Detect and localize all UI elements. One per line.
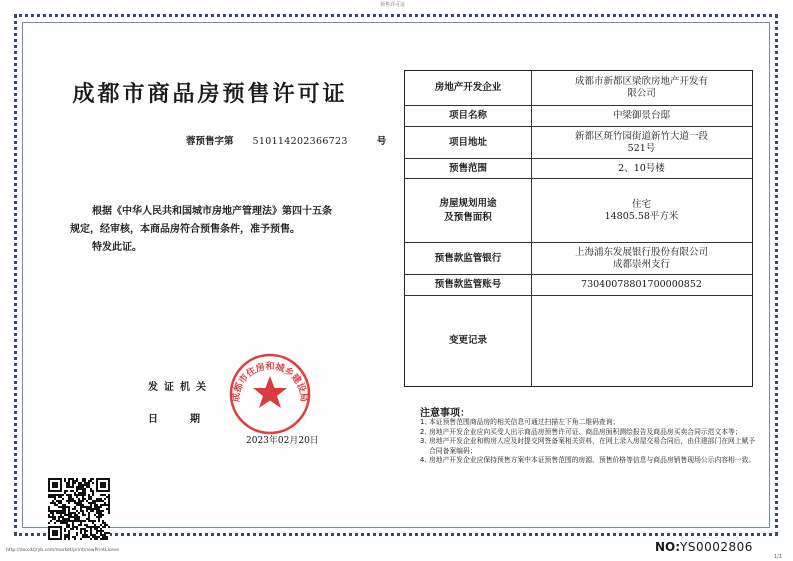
row-label: 房屋规划用途 及预售面积 [405,179,532,242]
row-value-line: 新都区斑竹园街道新竹大道一段 [574,130,708,142]
certificate-title: 成都市商品房预售许可证 [72,82,348,107]
row-value [531,71,752,105]
date-label-right: 期 [190,414,200,425]
row-value [531,127,752,158]
row-label: 变更记录 [405,296,532,386]
row-value-line: 521号 [627,142,656,154]
row-value-line: 上海浦东发展银行股份有限公司 [574,246,708,258]
row-label: 预售款监管账号 [405,275,532,295]
table-row [405,179,752,243]
table-row [405,127,752,159]
row-value [531,106,752,126]
notes-list [420,418,760,466]
footer-page-number: 1/1 [774,554,783,560]
note-text: 房地产开发企业和购房人应及时提交网签备案相关资料，在网上录入房屋交易合同后，由住建部门在网上赋予合同备案编码； [429,437,756,455]
note-item: 4、 房地产开发企业应保持预售方案中本证预售范围的房源、预售价格等信息与商品房销售现场公示内容相一致。 [420,456,756,465]
paragraph-line-3: 特发此证。 [92,242,142,253]
notes-title: 注意事项： [420,408,470,419]
presale-number-line [186,133,386,147]
row-value-line: 限公司 [627,88,656,99]
info-table [404,70,753,387]
table-row [405,71,752,106]
row-label: 房地产开发企业 [405,71,532,105]
table-row [405,243,752,275]
table-row [405,159,752,179]
date-label-left: 日 [148,414,158,425]
note-text: 房地产开发企业应向买受人出示商品房预售许可证、商品房面积测绘报告及商品房买卖合同示范文本等； [429,427,742,436]
presale-label: 蓉预售字第 [186,136,234,147]
row-value [531,179,752,242]
issuer-label: 发证机关 [148,382,212,393]
serial-value: YS0002806 [680,540,753,554]
date-label [148,410,200,425]
presale-suffix: 号 [376,136,387,147]
row-value-line: 成都崇州支行 [612,258,670,270]
row-value-line: 73040078801700000852 [581,279,702,290]
row-label: 预售范围 [405,159,532,178]
row-value [531,243,752,274]
serial-label: NO: [655,540,681,554]
row-value-line: 14805.58平方米 [604,210,679,222]
presale-number: 510114202366723 [252,136,348,147]
paragraph-line-2: 规定，经审核，本商品房符合预售条件，准予预售。 [70,224,300,235]
seal-text: 成都市住房和城乡建设局 [230,361,310,403]
issue-date: 2023年02月20日 [246,436,319,446]
table-row [405,106,752,127]
certificate-paragraph [70,203,390,257]
note-text: 本证预售范围商品房的相关信息可通过扫描左下角二维码查询； [429,418,620,426]
official-seal [228,352,312,436]
row-value-line: 中梁御景台邸 [612,110,670,121]
print-header [0,0,793,10]
table-row [405,296,752,386]
row-label: 项目名称 [405,106,532,126]
seal-star-icon [253,376,287,408]
row-value-line: 2、10号楼 [618,162,665,174]
print-header-title: 预售许可证 [380,2,406,8]
footer-url: http://zw.cdzjryb.com/market/print/newPrintLicese [6,548,120,553]
note-text: 房地产开发企业应保持预售方案中本证预售范围的房源、预售价格等信息与商品房销售现场公示内容相一致。 [429,456,756,465]
row-value [531,275,752,295]
serial-number [655,540,753,554]
qr-code-icon [48,478,110,540]
row-label: 项目地址 [405,127,532,158]
row-value [531,159,752,178]
row-label: 预售款监管银行 [405,243,532,274]
paragraph-line-1: 根据《中华人民共和国城市房地产管理法》第四十五条 [92,206,332,217]
note-item: 1、 本证预售范围商品房的相关信息可通过扫描左下角二维码查询； [420,418,620,426]
note-item: 2、 房地产开发企业应向买受人出示商品房预售许可证、商品房面积测绘报告及商品房买卖合同示范文本等； [420,427,742,436]
table-row [405,275,752,296]
row-value [531,296,752,386]
row-value-line: 住宅 [631,198,651,210]
row-value-line: 成都市新都区梁欣房地产开发有 [574,76,708,87]
note-item: 3、 房地产开发企业和购房人应及时提交网签备案相关资料，在网上录入房屋交易合同后，由住建部门在网上赋予合同备案编码； [420,437,756,455]
